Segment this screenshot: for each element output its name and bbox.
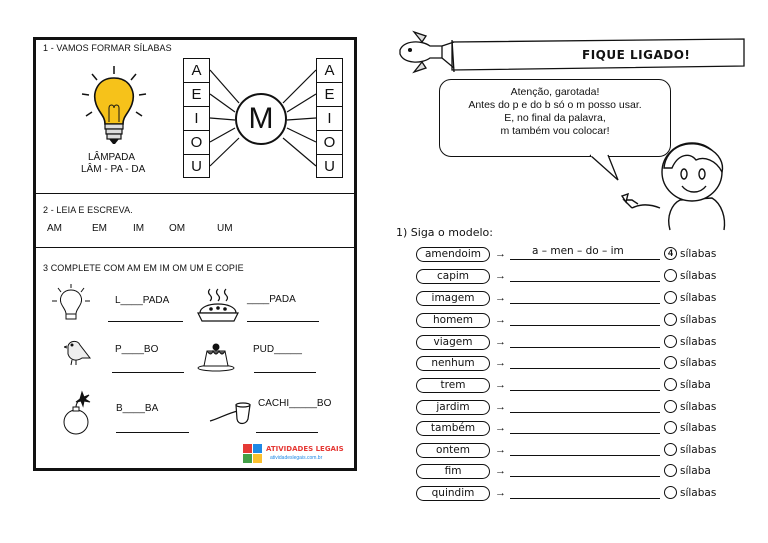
speech-line-1: Atenção, garotada! — [510, 86, 600, 98]
arrow-icon: → — [495, 292, 506, 304]
syllables-lampada: LÂM - PA - DA — [81, 164, 146, 175]
answer-line[interactable] — [510, 433, 660, 434]
arrow-icon: → — [495, 314, 506, 326]
word-pill: ontem — [416, 443, 490, 458]
puzzle-icon — [242, 442, 264, 466]
syllable-label: sílabas — [680, 422, 717, 434]
answer-line[interactable] — [510, 368, 660, 369]
pudding-icon — [196, 342, 236, 372]
vowel-a: A — [184, 59, 209, 83]
light-bulb-icon — [50, 284, 92, 324]
syllable-label: sílabas — [680, 314, 717, 326]
light-bulb-icon — [78, 64, 150, 148]
arrow-icon: → — [495, 248, 506, 260]
syllable-label: sílabas — [680, 487, 717, 499]
word-lampada: LÂMPADA — [88, 152, 136, 163]
vowel-column-right — [316, 58, 343, 178]
speech-line-4: m também vou colocar! — [500, 125, 610, 137]
arrow-icon: → — [495, 487, 506, 499]
arrow-icon: → — [495, 336, 506, 348]
answer-line[interactable] — [510, 347, 660, 348]
vowel-i: I — [184, 107, 209, 131]
exercise-cachimbo: CACHI_____BO — [258, 398, 332, 409]
boy-illustration — [620, 138, 728, 232]
answer-line[interactable] — [510, 412, 660, 413]
exercise-lampada: L____PADA — [115, 295, 170, 306]
arrow-icon: → — [495, 357, 506, 369]
answer-line[interactable] — [510, 498, 660, 499]
bomb-icon — [62, 390, 96, 436]
syllable-count-circle[interactable] — [664, 335, 677, 348]
syllable-label: sílaba — [680, 379, 711, 391]
pipe-icon — [208, 399, 254, 427]
word-pill: imagem — [416, 291, 490, 306]
word-pill: fim — [416, 464, 490, 479]
vowel-a: A — [317, 59, 342, 83]
syllable-count-circle[interactable] — [664, 421, 677, 434]
copy-line[interactable] — [254, 372, 316, 373]
syllable-count-circle[interactable] — [664, 313, 677, 326]
worksheet-left — [33, 37, 357, 471]
word-pill: trem — [416, 378, 490, 393]
section3-title: 3 COMPLETE COM AM EM IM OM UM E COPIE — [43, 263, 244, 273]
exercise-pampada: ____PADA — [247, 294, 296, 305]
syllable-label: sílabas — [680, 248, 717, 260]
syllable-label: sílabas — [680, 270, 717, 282]
copy-line[interactable] — [256, 432, 318, 433]
instruction: 1) Siga o modelo: — [396, 226, 493, 239]
answer-line[interactable] — [510, 390, 660, 391]
logo-site: atividadeslegais.com.br — [270, 455, 323, 461]
syllable-label: sílabas — [680, 336, 717, 348]
syllable-count-circle[interactable] — [664, 443, 677, 456]
syllable-count-circle[interactable] — [664, 464, 677, 477]
syllable-label: sílaba — [680, 465, 711, 477]
answer-line[interactable] — [510, 303, 660, 304]
word-pill: jardim — [416, 400, 490, 415]
example-answer: a – men – do – im — [532, 245, 624, 257]
arrow-icon: → — [495, 444, 506, 456]
answer-line[interactable] — [510, 281, 660, 282]
syllable-om: OM — [169, 223, 186, 234]
exercise-bomba: B____BA — [116, 403, 159, 414]
copy-line[interactable] — [247, 321, 319, 322]
syllable-label: sílabas — [680, 357, 717, 369]
syllable-em: EM — [92, 223, 107, 234]
word-pill: também — [416, 421, 490, 436]
word-pill: homem — [416, 313, 490, 328]
word-pill: viagem — [416, 335, 490, 350]
syllable-count-circle[interactable] — [664, 291, 677, 304]
section2-title: 2 - LEIA E ESCREVA. — [43, 205, 133, 215]
syllable-im: IM — [133, 223, 145, 234]
banner-graphic — [392, 28, 752, 76]
syllable-count-circle[interactable] — [664, 400, 677, 413]
vowel-o: O — [184, 131, 209, 155]
worksheet-right — [392, 28, 752, 518]
section1-title: 1 - VAMOS FORMAR SÍLABAS — [43, 43, 172, 53]
vowel-column-left — [183, 58, 210, 178]
vowel-u: U — [191, 158, 202, 175]
answer-line[interactable] — [510, 259, 660, 260]
syllable-count-circle[interactable] — [664, 356, 677, 369]
pie-icon — [196, 287, 240, 325]
copy-line[interactable] — [112, 372, 184, 373]
bird-icon — [64, 336, 94, 366]
arrow-icon: → — [495, 465, 506, 477]
arrow-icon: → — [495, 379, 506, 391]
atividades-legais-logo — [242, 442, 357, 470]
word-pill: capim — [416, 269, 490, 284]
arrow-icon: → — [495, 401, 506, 413]
banner-title: FIQUE LIGADO! — [582, 48, 691, 62]
vowel-o: O — [317, 131, 342, 155]
vowel-e: E — [184, 83, 209, 107]
syllable-label: sílabas — [680, 401, 717, 413]
syllable-count-circle[interactable] — [664, 486, 677, 499]
answer-line[interactable] — [510, 455, 660, 456]
syllable-count-circle: 4 — [664, 247, 677, 260]
syllable-count-circle[interactable] — [664, 378, 677, 391]
exercise-pombo: P____BO — [115, 344, 159, 355]
syllable-label: sílabas — [680, 292, 717, 304]
copy-line[interactable] — [116, 432, 189, 433]
word-pill: quindim — [416, 486, 490, 501]
answer-line[interactable] — [510, 476, 660, 477]
speech-line-3: E, no final da palavra, — [504, 112, 606, 124]
arrow-icon: → — [495, 422, 506, 434]
vowel-i: I — [317, 107, 342, 131]
divider — [36, 193, 354, 194]
vowel-u: U — [324, 158, 335, 175]
word-pill: amendoim — [416, 247, 490, 262]
syllable-count-circle[interactable] — [664, 269, 677, 282]
center-letter-m: M — [235, 93, 287, 145]
vowel-e: E — [317, 83, 342, 107]
syllable-um: UM — [217, 223, 233, 234]
exercise-pudim: PUD_____ — [253, 344, 302, 355]
answer-line[interactable] — [510, 325, 660, 326]
word-pill: nenhum — [416, 356, 490, 371]
divider — [36, 247, 354, 248]
arrow-icon: → — [495, 270, 506, 282]
logo-brand: ATIVIDADES LEGAIS — [266, 445, 344, 453]
syllable-label: sílabas — [680, 444, 717, 456]
speech-line-2: Antes do p e do b só o m posso usar. — [468, 99, 642, 111]
copy-line[interactable] — [108, 321, 183, 322]
syllable-am: AM — [47, 223, 62, 234]
